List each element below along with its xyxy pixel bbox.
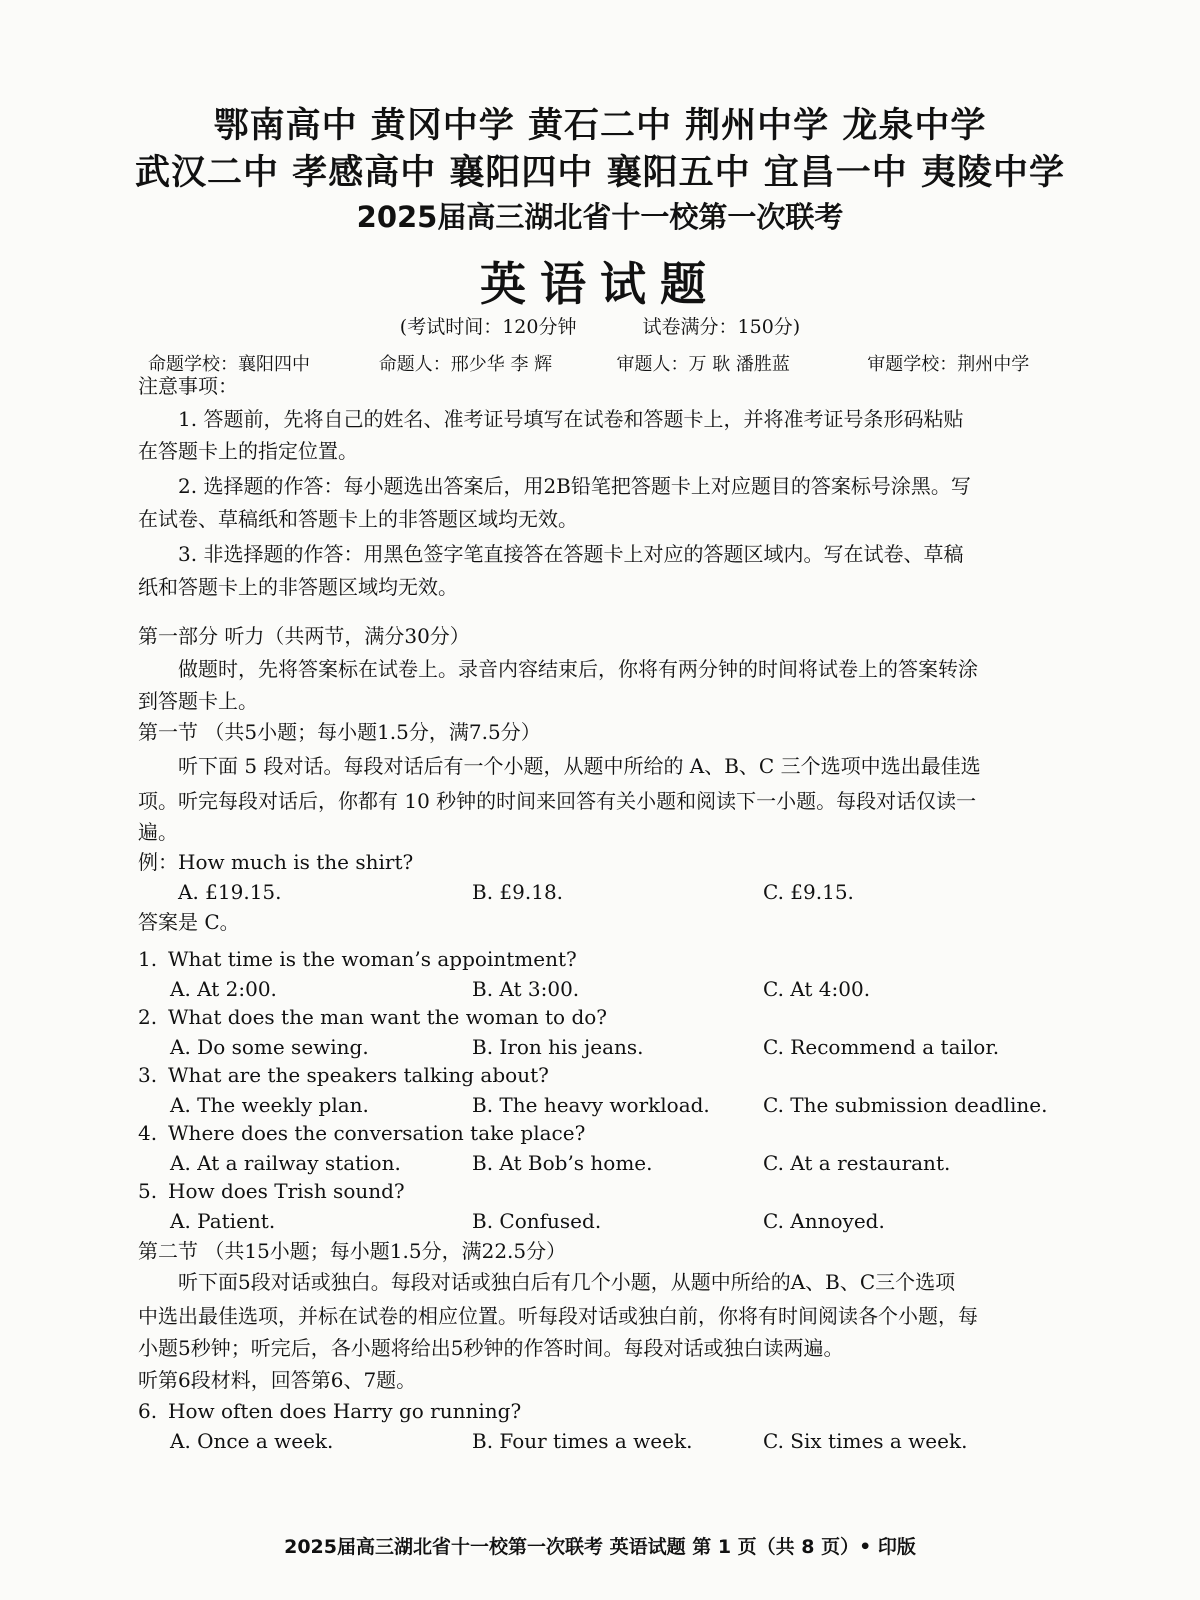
q2-option-a: A. Do some sewing.	[170, 1035, 369, 1059]
question-text: How does Trish sound?	[168, 1179, 405, 1203]
question-text: What does the man want the woman to do?	[168, 1005, 608, 1029]
notice-item-3-line-2: 纸和答题卡上的非答题区域均无效。	[138, 575, 458, 599]
q1-option-a: A. At 2:00.	[170, 977, 277, 1001]
q1-option-c: C. At 4:00.	[763, 977, 871, 1001]
review-school: 审题学校：荆州中学	[867, 354, 1030, 375]
reviewers: 审题人：万 耿 潘胜蓝	[616, 354, 790, 375]
notice-item-1-line-2: 在答题卡上的指定位置。	[138, 439, 358, 463]
schools-line-1: 鄂南高中 黄冈中学 黄石二中 荆州中学 龙泉中学	[213, 106, 987, 146]
exam-info	[0, 312, 1200, 339]
example-option-c: C. £9.15.	[763, 880, 854, 904]
example-option-a: A. £19.15.	[178, 880, 282, 904]
page-footer: 2025届高三湖北省十一校第一次联考 英语试题 第 1 页（共 8 页）• 印版	[284, 1536, 916, 1558]
q2-option-b: B. Iron his jeans.	[472, 1035, 644, 1059]
section2-line-2: 中选出最佳选项，并标在试卷的相应位置。听每段对话或独白前，你将有时间阅读各个小题，每	[138, 1304, 978, 1328]
question-3	[138, 1061, 1078, 1089]
question-text: What time is the woman’s appointment?	[168, 947, 577, 971]
exam-title: 2025届高三湖北省十一校第一次联考	[356, 200, 844, 234]
question-6	[138, 1397, 1078, 1425]
section1-line-3: 遍。	[138, 820, 178, 844]
notice-item-3-line-1: 3. 非选择题的作答：用黑色签字笔直接答在答题卡上对应的答题区域内。写在试卷、草稿	[178, 542, 964, 566]
section1-title: 第一节 （共5小题；每小题1.5分，满7.5分）	[138, 720, 541, 744]
notice-item-2-line-2: 在试卷、草稿纸和答题卡上的非答题区域均无效。	[138, 507, 578, 531]
question-number: 3.	[138, 1063, 158, 1087]
q3-option-c: C. The submission deadline.	[763, 1093, 1048, 1117]
section2-line-1: 听下面5段对话或独白。每段对话或独白后有几个小题，从题中所给的A、B、C三个选项	[178, 1270, 956, 1294]
question-number: 6.	[138, 1399, 158, 1423]
question-4	[138, 1119, 1078, 1147]
q3-option-b: B. The heavy workload.	[472, 1093, 710, 1117]
example-option-b: B. £9.18.	[472, 880, 564, 904]
question-5	[138, 1177, 1078, 1205]
question-text: How often does Harry go running?	[168, 1399, 522, 1423]
q6-option-b: B. Four times a week.	[472, 1429, 693, 1453]
q4-option-b: B. At Bob’s home.	[472, 1151, 653, 1175]
question-number: 2.	[138, 1005, 158, 1029]
section2-title: 第二节 （共15小题；每小题1.5分，满22.5分）	[138, 1239, 567, 1263]
q4-option-a: A. At a railway station.	[170, 1151, 401, 1175]
question-1	[138, 945, 1078, 973]
q1-option-b: B. At 3:00.	[472, 977, 580, 1001]
q5-option-a: A. Patient.	[170, 1209, 276, 1233]
q2-option-c: C. Recommend a tailor.	[763, 1035, 1000, 1059]
setters: 命题人：邢少华 李 辉	[378, 354, 553, 375]
schools-line-2: 武汉二中 孝感高中 襄阳四中 襄阳五中 宜昌一中 夷陵中学	[135, 153, 1065, 193]
example-answer: 答案是 C。	[138, 910, 240, 934]
example-question: 例：How much is the shirt?	[138, 850, 414, 874]
question-text: What are the speakers talking about?	[168, 1063, 549, 1087]
question-2	[138, 1003, 1078, 1031]
exam-time: (考试时间：120分钟	[399, 316, 577, 338]
question-text: Where does the conversation take place?	[168, 1121, 586, 1145]
question-number: 5.	[138, 1179, 158, 1203]
part1-intro-line-1: 做题时，先将答案标在试卷上。录音内容结束后，你将有两分钟的时间将试卷上的答案转涂	[178, 657, 978, 681]
setter-school: 命题学校：襄阳四中	[148, 354, 310, 375]
notice-title: 注意事项：	[138, 374, 238, 398]
notice-item-1-line-1: 1. 答题前，先将自己的姓名、准考证号填写在试卷和答题卡上，并将准考证号条形码粘贴	[178, 407, 964, 431]
q6-option-c: C. Six times a week.	[763, 1429, 968, 1453]
subject-title: 英语试题	[480, 257, 720, 311]
q4-option-c: C. At a restaurant.	[763, 1151, 951, 1175]
q6-option-a: A. Once a week.	[170, 1429, 334, 1453]
material-6-instruction: 听第6段材料，回答第6、7题。	[138, 1368, 417, 1392]
question-number: 4.	[138, 1121, 158, 1145]
section1-line-1: 听下面 5 段对话。每段对话后有一个小题，从题中所给的 A、B、C 三个选项中选出最佳选	[178, 754, 981, 778]
part1-intro-line-2: 到答题卡上。	[138, 689, 258, 713]
section2-line-3: 小题5秒钟；听完后，各小题将给出5秒钟的作答时间。每段对话或独白读两遍。	[138, 1336, 844, 1360]
full-score: 试卷满分：150分)	[642, 316, 801, 338]
section1-line-2: 项。听完每段对话后，你都有 10 秒钟的时间来回答有关小题和阅读下一小题。每段对话仅读一	[138, 789, 977, 813]
question-number: 1.	[138, 947, 158, 971]
q5-option-b: B. Confused.	[472, 1209, 602, 1233]
q5-option-c: C. Annoyed.	[763, 1209, 885, 1233]
part1-title: 第一部分 听力（共两节，满分30分）	[138, 624, 470, 648]
notice-item-2-line-1: 2. 选择题的作答：每小题选出答案后，用2B铅笔把答题卡上对应题目的答案标号涂黑。写	[178, 474, 971, 498]
q3-option-a: A. The weekly plan.	[170, 1093, 369, 1117]
